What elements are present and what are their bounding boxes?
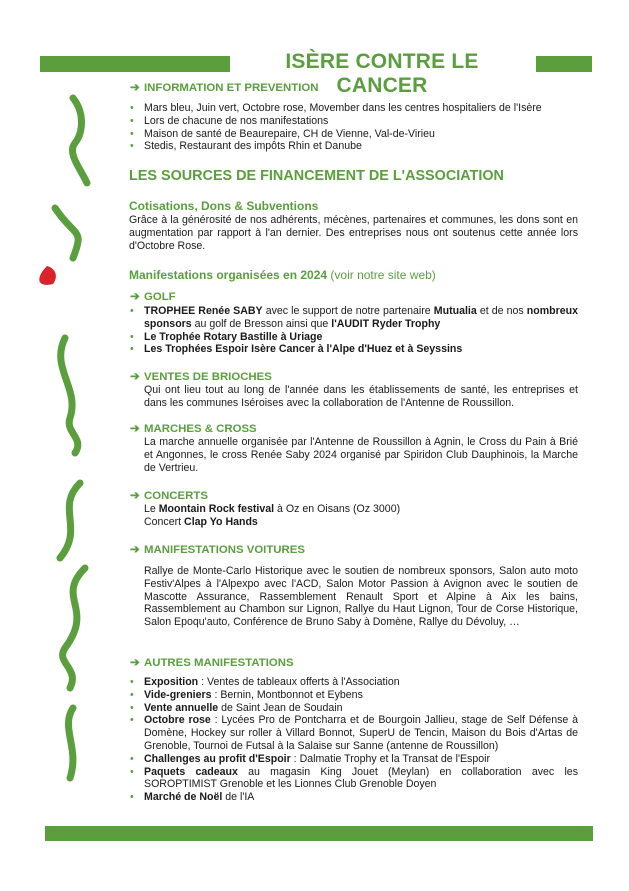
item-text: de Saint Jean de Soudain xyxy=(218,701,343,714)
item-title: Paquets cadeaux xyxy=(144,765,238,778)
brioches-heading xyxy=(130,369,272,383)
golf-partner: Mutualia xyxy=(433,305,477,317)
marches-heading xyxy=(130,421,257,435)
arrow-right-icon: ➔ xyxy=(130,371,140,383)
arrow-right-icon: ➔ xyxy=(130,544,140,556)
item-text: : Ventes de tableaux offerts à l'Association xyxy=(198,676,400,688)
voitures-heading-text: MANIFESTATIONS VOITURES xyxy=(144,544,305,556)
arrow-right-icon: ➔ xyxy=(130,291,140,303)
concerts-text: Concert xyxy=(144,516,185,528)
cotisations-text: Grâce à la générosité de nos adhérents, mécènes, partenaires et communes, les dons sont en augmentation par rapport à l'an dernier. Des entreprises nous ont soutenus cette année lors d'Octobre Rose. xyxy=(129,214,578,252)
list-item xyxy=(130,753,578,766)
page-title: ISÈRE CONTRE LE CANCER xyxy=(285,50,479,97)
info-heading xyxy=(130,80,318,94)
list-item xyxy=(130,714,578,752)
list-item xyxy=(130,791,578,804)
golf-heading-text: GOLF xyxy=(144,291,176,303)
marches-text: La marche annuelle organisée par l'Antenne de Roussillon à Agnin, le Cross du Pain à Brié et Angonnes, le cross Renée Saby 2024 organisé par Spiridon Club Dauphinois, la Marche de Vertrieu. xyxy=(144,436,578,474)
concerts-festival: Moontain Rock festival xyxy=(158,503,275,515)
autres-list xyxy=(130,676,578,804)
marches-heading-text: MARCHES & CROSS xyxy=(144,423,257,435)
cotisations-title: Cotisations, Dons & Subventions xyxy=(129,199,319,213)
arrow-right-icon: ➔ xyxy=(130,657,140,669)
manifestations-title-suffix: (voir notre site web) xyxy=(327,268,436,282)
concerts-heading-text: CONCERTS xyxy=(144,490,208,502)
item-title: Vide-greniers xyxy=(144,688,212,701)
info-heading-text: INFORMATION ET PREVENTION xyxy=(144,82,319,94)
brioches-heading-text: VENTES DE BRIOCHES xyxy=(144,371,272,383)
golf-list xyxy=(130,305,578,356)
golf-espoir: Les Trophées Espoir Isère Cancer à l'Alpe d'Huez et à Seyssins xyxy=(144,343,463,356)
list-item xyxy=(130,702,578,715)
list-item xyxy=(130,689,578,702)
golf-sponsors: nombreux sponsors xyxy=(144,305,578,330)
header-bar-left xyxy=(40,56,230,72)
item-text: au magasin King Jouet (Meylan) en collaboration avec les SOROPTIMIST Grenoble et les Lionnes Club Grenoble Doyen xyxy=(144,765,578,791)
espoir-logo xyxy=(25,88,120,788)
list-item xyxy=(130,343,578,356)
item-title: Marché de Noël xyxy=(144,791,223,804)
golf-rotary: Le Trophée Rotary Bastille à Uriage xyxy=(144,330,323,343)
header-bar-right xyxy=(536,56,592,72)
item-text: : Dalmatie Trophy et la Transat de l'Espoir xyxy=(290,752,491,765)
concerts-text: à Oz en Oisans (Oz 3000) xyxy=(274,503,401,515)
manifestations-title xyxy=(129,268,436,282)
arrow-right-icon: ➔ xyxy=(130,423,140,435)
list-item: • Mars bleu, Juin vert, Octobre rose, Movember dans les centres hospitaliers de l'Isère xyxy=(130,102,590,115)
concerts-line-2 xyxy=(144,516,578,529)
autres-heading xyxy=(130,655,294,669)
arrow-right-icon: ➔ xyxy=(130,82,140,94)
brioches-text: Qui ont lieu tout au long de l'année dans les établissements de santé, les entreprises et dans les communes Iséroises avec la collaboration de l'Antenne de Roussillon. xyxy=(144,384,578,409)
list-item xyxy=(130,676,578,689)
list-item xyxy=(130,766,578,792)
golf-text: au golf de Bresson ainsi que xyxy=(191,317,332,330)
info-list xyxy=(130,102,590,153)
list-item xyxy=(130,331,578,344)
item-text: de l'IA xyxy=(222,791,255,804)
financement-heading: LES SOURCES DE FINANCEMENT DE L'ASSOCIATION xyxy=(129,168,504,184)
list-item xyxy=(130,305,578,331)
voitures-text: Rallye de Monte-Carlo Historique avec le soutien de nombreux sponsors, Salon auto moto Festiv'Alpes à l'Alpexpo avec l'ACD, Salon Motor Passion à Avignon avec le soutien de Mascotte Assurance, Rassemblement Renault Sport et Alpine à Aix les bains, Rassemblement au Chambon sur Lignon, Rallye du Haut Lignon, Tour de Corse Historique, Salon Epoqu'auto, Conférence de Bruno Saby à Domène, Rallye du Dévoluy, … xyxy=(144,565,578,629)
list-item: • Lors de chacune de nos manifestations xyxy=(130,115,590,128)
golf-heading xyxy=(130,289,176,303)
autres-heading-text: AUTRES MANIFESTATIONS xyxy=(144,657,294,669)
concerts-heading xyxy=(130,488,208,502)
concerts-text: Le xyxy=(144,503,159,515)
arrow-right-icon: ➔ xyxy=(130,490,140,502)
footer-bar xyxy=(45,826,593,841)
item-title: Exposition xyxy=(144,676,199,688)
golf-text: et de nos xyxy=(476,305,527,317)
concerts-clap: Clap Yo Hands xyxy=(184,516,258,528)
manifestations-title-text: Manifestations organisées en 2024 xyxy=(129,268,328,282)
item-text: : Bernin, Montbonnot et Eybens xyxy=(211,688,363,701)
item-title: Challenges au profit d'Espoir xyxy=(144,752,291,765)
concerts-line-1 xyxy=(144,503,578,516)
golf-audit: l'AUDIT Ryder Trophy xyxy=(331,317,441,330)
list-item: • Maison de santé de Beaurepaire, CH de Vienne, Val-de-Virieu xyxy=(130,128,590,141)
voitures-heading xyxy=(130,542,305,556)
item-title: Octobre rose xyxy=(144,714,211,727)
golf-trophy-name: TROPHEE Renée SABY xyxy=(144,305,263,317)
golf-text: avec le support de notre partenaire xyxy=(262,305,434,317)
item-title: Vente annuelle xyxy=(144,701,219,714)
list-item: • Stedis, Restaurant des impôts Rhin et Danube xyxy=(130,140,590,153)
item-text: : Lycées Pro de Pontcharra et de Bourgoin Jallieu, stage de Self Défense à Domène, Hockey sur roller à Villard Bonnot, SuperU de Tencin, Maison du Bois d'Artas de Grenoble, Tournoi de Futsal à la Salaise sur Sanne (antenne de Roussillon) xyxy=(144,714,578,752)
